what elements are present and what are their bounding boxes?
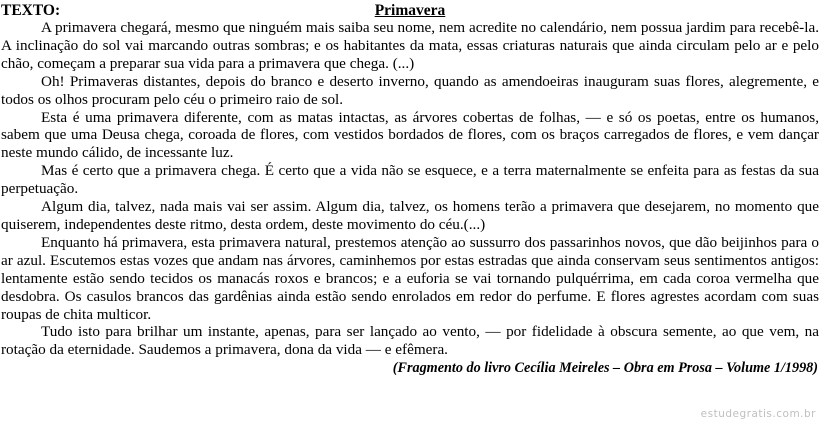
text-label: TEXTO:	[1, 2, 61, 19]
paragraph-1: A primavera chegará, mesmo que ninguém mais saiba seu nome, nem acredite no calendário, nem possua jardim para recebê-la. A inclinação do sol vai marcando outras sombras; e os habitantes da mata, essas criaturas naturais que ainda circulam pelo ar e pelo chão, começam a preparar sua vida para a primavera que chega. (...)	[1, 19, 819, 72]
text-document	[1, 2, 819, 377]
paragraph-6: Enquanto há primavera, esta primavera natural, prestemos atenção ao sussurro dos passarinhos novos, que dão beijinhos para o ar azul. Escutemos estas vozes que andam nas árvores, caminhemos por estas estradas que ainda conservam seus sentimentos antigos: lentamente estão sendo tecidos os manacás roxos e brancos; e a euforia se vai tornando pulquérrima, em cada coroa vermelha que desdobra. Os casulos brancos das gardênias ainda estão sendo enrolados em redor do perfume. E flores agrestes acordam com suas roupas de chita multicor.	[1, 233, 819, 323]
paragraph-4: Mas é certo que a primavera chega. É certo que a vida não se esquece, e a terra maternalmente se enfeita para as festas da sua perpetuação.	[1, 162, 819, 198]
paragraph-3: Esta é uma primavera diferente, com as matas intactas, as árvores cobertas de folhas, — e só os poetas, entre os humanos, sabem que uma Deusa chega, coroada de flores, com vestidos bordados de flores, com os braços carregados de flores, e vem dançar neste mundo cálido, de incessante luz.	[1, 108, 819, 162]
document-title: Primavera	[374, 2, 446, 19]
document-header	[1, 2, 819, 19]
paragraph-5: Algum dia, talvez, nada mais vai ser assim. Algum dia, talvez, os homens terão a primavera que desejarem, no momento que quiserem, independentes deste ritmo, desta ordem, deste movimento do céu.(...)	[1, 198, 819, 233]
paragraph-7: Tudo isto para brilhar um instante, apenas, para ser lançado ao vento, — por fidelidade à obscura semente, ao que vem, na rotação da eternidade. Saudemos a primavera, dona da vida — e efêmera.	[1, 323, 819, 359]
paragraph-2: Oh! Primaveras distantes, depois do branco e deserto inverno, quando as amendoeiras inauguram suas flores, alegremente, e todos os olhos procuram pelo céu o primeiro raio de sol.	[1, 72, 819, 108]
source-citation: (Fragmento do livro Cecília Meireles – Obra em Prosa – Volume 1/1998)	[392, 360, 818, 377]
site-watermark: estudegratis.com.br	[700, 408, 816, 420]
